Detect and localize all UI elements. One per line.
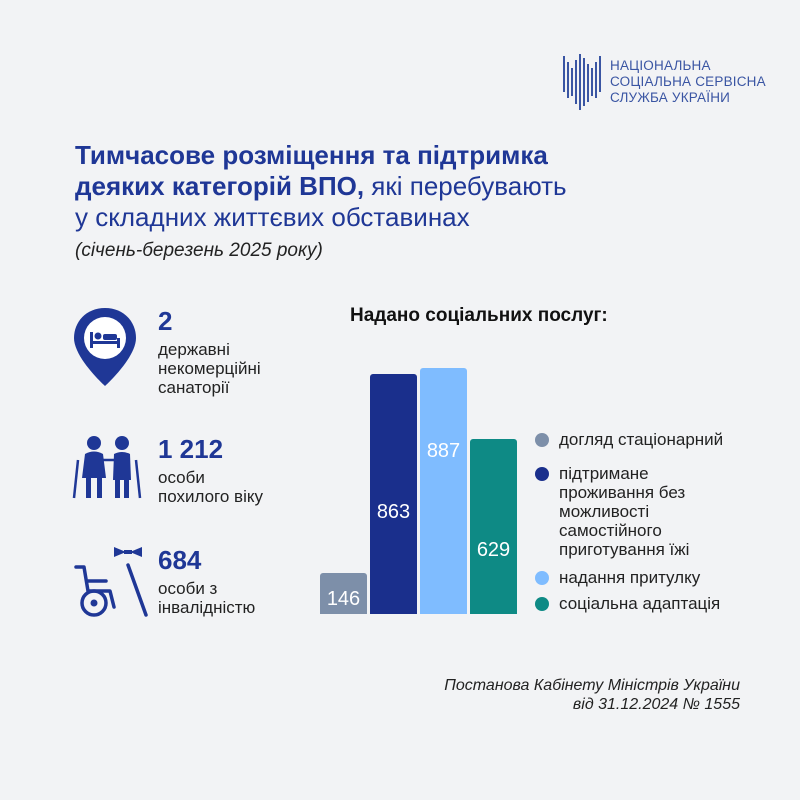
stat-description [158,468,263,506]
org-name-line: НАЦІОНАЛЬНА [610,58,711,73]
chart-title: Надано соціальних послуг: [350,305,608,326]
legend-label-line: самостійного [559,521,662,540]
title-line3: у складних життєвих обставинах [75,202,470,232]
bar-3 [420,368,467,614]
legend-label-line: соціальна адаптація [559,594,721,613]
bar-1 [320,573,367,614]
stat-number: 684 [158,545,202,575]
org-name [610,58,766,106]
org-name-line: СОЦІАЛЬНА СЕРВІСНА [610,74,766,89]
org-logo [560,48,766,112]
wheelchair-cane-icon [70,545,150,621]
legend-label-line: приготування їжі [559,540,690,559]
bar-4 [470,439,517,614]
trident-emblem-icon [560,48,604,112]
stat-number: 1 212 [158,434,224,464]
source-line: Постанова Кабінету Міністрів України [444,677,740,694]
stat-number: 2 [158,306,173,336]
stat-description-line: некомерційні [158,359,261,378]
bar-chart [300,350,800,640]
legend-label [559,594,720,613]
page-title [75,140,755,233]
legend-label [559,430,723,449]
location-bed-icon [70,306,140,388]
source-note [444,676,740,714]
title-bold-line1: Тимчасове розміщення та підтримка [75,140,548,170]
org-name-line: СЛУЖБА УКРАЇНИ [610,90,731,105]
source-line: від 31.12.2024 № 1555 [572,696,740,713]
legend-dot [535,571,549,585]
legend-label [559,464,689,559]
bar-value-label: 629 [476,539,511,561]
stat-elderly [70,434,330,504]
stat-description-line: похилого віку [158,487,263,506]
stat-sanatoriums [70,306,330,396]
legend-label-line: надання притулку [559,568,701,587]
bar-value-label: 863 [376,501,411,523]
legend-label-line: підтримане [559,464,649,483]
legend-dot [535,433,549,447]
bar-value-label: 146 [326,588,361,610]
stat-description-line: державні [158,340,230,359]
stat-description-line: особи з [158,579,218,598]
elderly-couple-icon [70,434,146,500]
title-bold-line2: деяких категорій ВПО, [75,171,365,201]
stat-description-line: особи [158,468,205,487]
stat-disability [70,545,330,620]
stat-description [158,340,261,397]
legend-dot [535,597,549,611]
stat-description-line: інвалідністю [158,598,256,617]
stat-description [158,579,255,617]
title-rest-line2: які перебувають [364,171,567,201]
bar-2 [370,374,417,614]
legend-label-line: можливості [559,502,650,521]
stat-description-line: санаторії [158,378,230,397]
bar-value-label: 887 [426,440,461,462]
legend-label [559,568,700,587]
period-subtitle: (січень-березень 2025 року) [75,240,323,261]
legend-dot [535,467,549,481]
legend-label-line: догляд стаціонарний [559,430,724,449]
legend-label-line: проживання без [559,483,686,502]
